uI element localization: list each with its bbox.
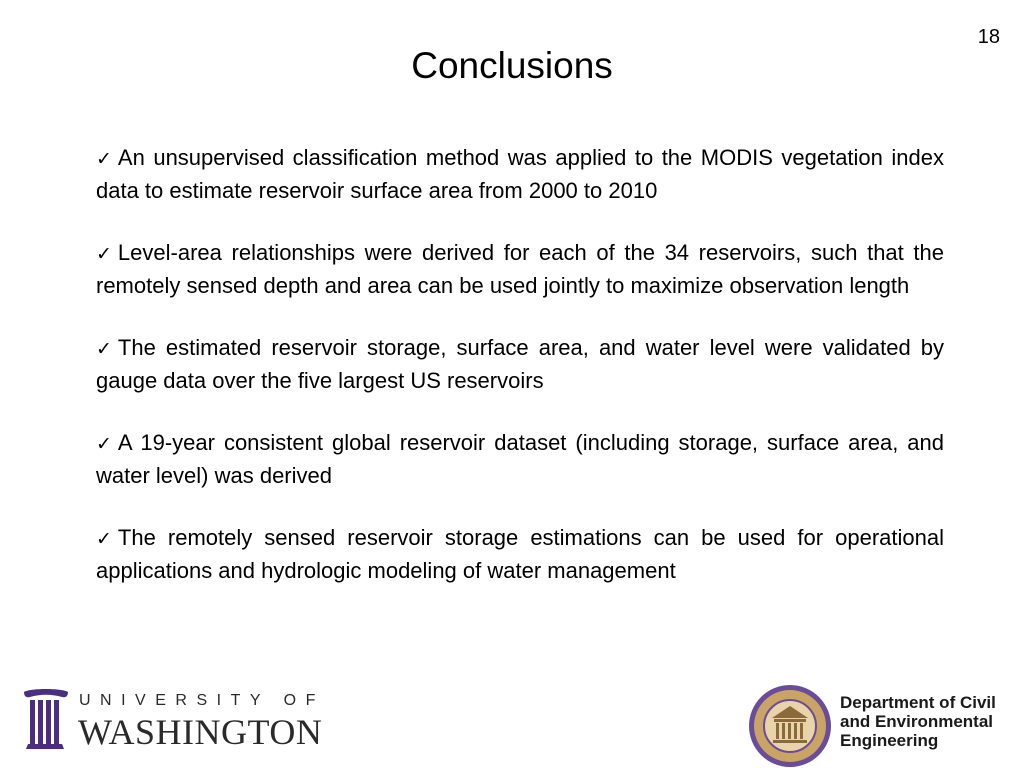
bullet-text: Level-area relationships were derived for each of the 34 reservoirs, such that the remotely sensed depth and area can be used jointly to maximize observation length xyxy=(96,240,944,298)
bullet-text: The estimated reservoir storage, surface area, and water level were validated by gauge data over the five largest US reservoirs xyxy=(96,335,944,393)
bullet-item xyxy=(96,332,944,396)
department-name xyxy=(840,693,996,750)
checkmark-icon: ✓ xyxy=(96,338,112,360)
bullet-item xyxy=(96,237,944,301)
department-name-line3: Engineering xyxy=(840,731,939,750)
page-number: 18 xyxy=(977,26,1000,48)
department-name-line2: and Environmental xyxy=(840,712,994,731)
uw-w-logo-icon xyxy=(22,688,70,750)
university-logo-line1: UNIVERSITY OF xyxy=(79,692,325,709)
department-seal-icon xyxy=(748,684,832,768)
bullet-item xyxy=(96,427,944,491)
bullet-list xyxy=(96,142,944,617)
bullet-item xyxy=(96,522,944,586)
bullet-text: An unsupervised classification method was applied to the MODIS vegetation index data to estimate reservoir surface area from 2000 to 2010 xyxy=(96,145,944,203)
university-logo xyxy=(22,688,325,752)
slide-title: Conclusions xyxy=(411,45,613,86)
checkmark-icon: ✓ xyxy=(96,148,112,170)
bullet-item xyxy=(96,142,944,206)
bullet-text: A 19-year consistent global reservoir dataset (including storage, surface area, and water level) was derived xyxy=(96,430,944,488)
checkmark-icon: ✓ xyxy=(96,243,112,265)
checkmark-icon: ✓ xyxy=(96,528,112,550)
checkmark-icon: ✓ xyxy=(96,433,112,455)
bullet-text: The remotely sensed reservoir storage estimations can be used for operational applications and hydrologic modeling of water management xyxy=(96,525,944,583)
department-name-line1: Department of Civil xyxy=(840,693,996,712)
university-logo-line2: WASHINGTON xyxy=(78,712,323,752)
